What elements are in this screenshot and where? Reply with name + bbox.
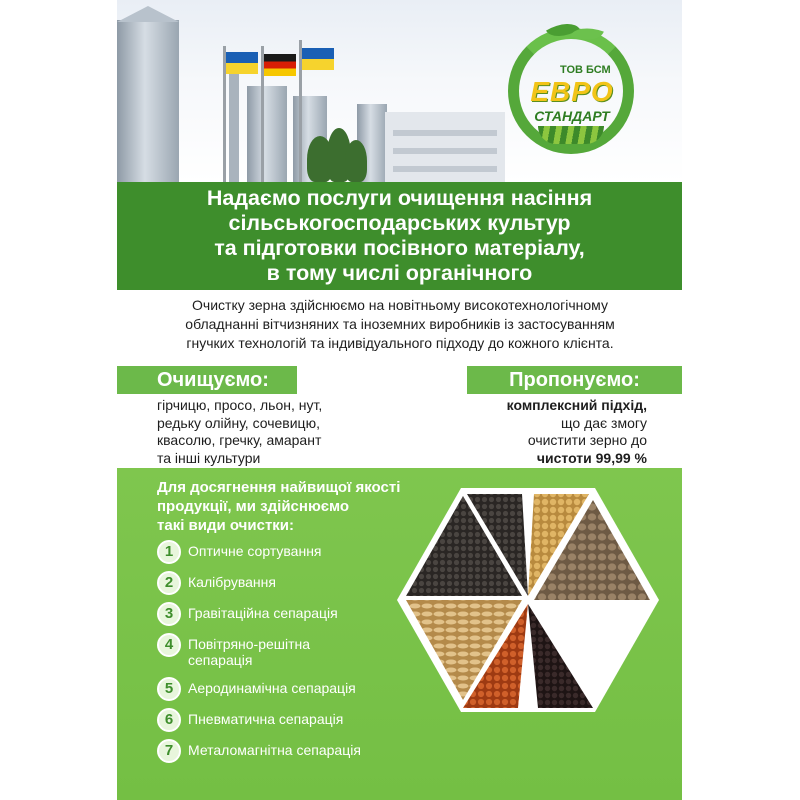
step-number-icon: 7 [157,739,181,763]
offer-line: комплексний підхід, [506,397,647,413]
intro-paragraph [145,296,655,353]
methods-section [117,468,682,800]
logo-brand-line2: СТАНДАРТ [534,108,610,124]
lead-line: продукції, ми здійснюємо [157,498,350,515]
title-line: та підготовки посівного матеріалу, [214,236,585,260]
headline-band [117,182,682,290]
step-number-icon: 4 [157,633,181,657]
lead-line: такі види очистки: [157,517,295,534]
offer-line: чистоти 99,99 % [536,449,647,466]
lead-line: Для досягнення найвищої якості [157,479,401,496]
page-title [207,186,592,286]
germany-flag-icon [264,54,296,76]
silo-image [247,86,287,182]
step-number-icon: 5 [157,677,181,701]
step-label: сепарація [188,652,253,668]
step-label: Калібрування [188,574,276,590]
crops-line: та інші культури [157,449,261,466]
list-item [157,633,361,677]
intro-line: Очистку зерна здійснюємо на новітньому високотехнологічному [192,297,608,313]
elevator-tower-image [229,70,239,182]
offer-line: очистити зерно до [527,432,647,448]
field-icon [538,126,604,144]
step-number-icon: 2 [157,571,181,595]
offer-text [447,397,647,467]
offer-line: що дає змогу [561,414,647,431]
list-item [157,571,361,602]
intro-line: обладнанні вітчизняних та іноземних виробників із застосуванням [185,316,615,332]
step-label: Повітряно-решітна [188,636,311,652]
step-number-icon: 6 [157,708,181,732]
title-line: в тому числі органічного [266,261,533,285]
list-item [157,540,361,571]
crops-line: редьку олійну, сочевицю, [157,414,320,431]
crops-list [157,397,322,467]
step-label: Пневматична сепарація [188,711,344,727]
ukraine-flag-icon [226,52,258,74]
factory-building-image [385,112,505,182]
intro-line: гнучких технологій та індивідуального підходу до кожного клієнта. [186,335,614,351]
step-label: Аеродинамічна сепарація [188,680,356,696]
step-label: Гравітаційна сепарація [188,605,338,621]
step-label: Оптичне сортування [188,543,322,559]
silo-image [117,20,179,182]
title-line: Надаємо послуги очищення насіння [206,186,593,210]
list-item [157,602,361,633]
crops-line: гірчицю, просо, льон, нут, [157,397,323,413]
step-label: Металомагнітна сепарація [188,742,361,758]
company-logo [502,22,640,160]
seed-hexagon-image [397,482,659,718]
crops-line: квасолю, гречку, амарант [157,432,322,448]
header-photo [117,0,682,182]
offer-heading: Пропонуємо: [467,366,682,394]
logo-company-type: ТОВ БСМ [560,64,611,76]
list-item [157,708,361,739]
methods-list [157,540,361,770]
step-number-icon: 1 [157,540,181,564]
ukraine-flag-icon [302,48,334,70]
title-line: сільськогосподарських культур [228,211,571,235]
logo-brand-line1: ЕВРО [530,76,614,107]
clean-heading: Очищуємо: [117,366,297,394]
list-item [157,677,361,708]
list-item [157,739,361,770]
step-number-icon: 3 [157,602,181,626]
poster [117,0,682,800]
tree-image [345,140,367,182]
methods-lead [157,478,400,535]
